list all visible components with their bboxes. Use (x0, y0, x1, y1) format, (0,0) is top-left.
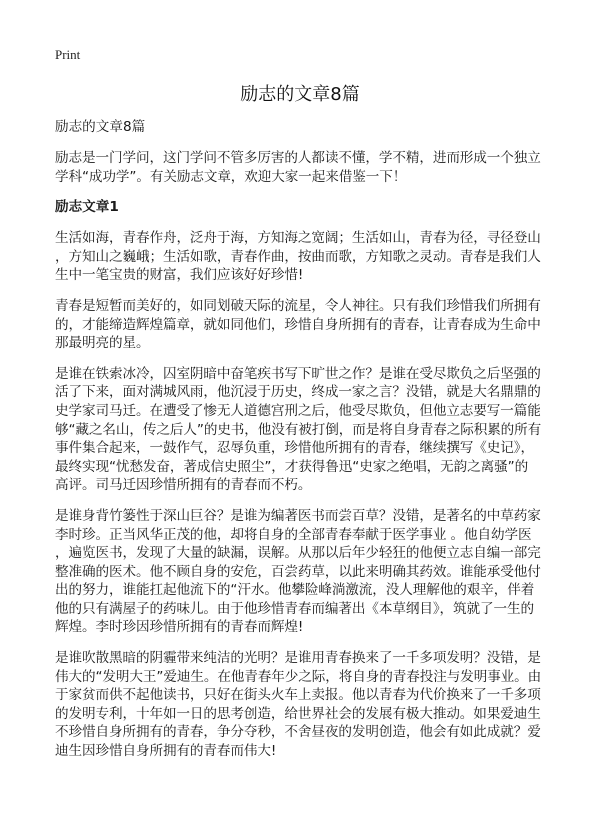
document-body (55, 118, 575, 773)
text-line: ，方知山之巍峨；生活如歌，青春作曲，按曲而歌，方知歌之灵动。青春是我们人 (55, 248, 541, 265)
text-line: 伟大的“发明大王”爱迪生。在他青春年少之际，将自身的青春投注与发明事业。由 (55, 668, 542, 685)
text-line: 事件集合起来，一鼓作气，忍辱负重，珍惜他所拥有的青春，继续撰写《史记》， (55, 440, 534, 457)
text-line: 整准确的医术。他不顾自身的安危，百尝药草，以此来明确其药效。谁能承受他付 (55, 563, 541, 580)
text-line: 于家贫而供不起他读书，只好在街头火车上卖报。他以青春为代价换来了一千多项 (55, 687, 541, 704)
paragraph (55, 297, 575, 353)
text-line: 他的只有满屋子的药味儿。由于他珍惜青春而编著出《本草纲目》，筑就了一生的 (55, 600, 534, 617)
text-line: 最终实现“忧愁发奋，著成信史照尘”，才获得鲁迅“史家之绝唱，无韵之离骚”的 (55, 458, 529, 475)
text-line: 迪生因珍惜自身所拥有的青春而伟大! (55, 743, 277, 760)
text-line: 是谁身背竹篓性于深山巨谷？是谁为编著医书而尝百草？没错，是著名的中草药家 (55, 507, 541, 524)
paragraph (55, 649, 575, 761)
text-line: 是谁吹散黑暗的阴霾带来纯洁的光明？是谁用青春换来了一千多项发明？没错，是 (55, 650, 541, 667)
text-line: 生活如海，青春作舟，泛舟于海，方知海之宽阔；生活如山，青春为径，寻径登山 (55, 230, 541, 247)
paragraph (55, 229, 575, 285)
text-line: 高评。司马迁因珍惜所拥有的青春而不朽。 (55, 477, 312, 494)
text-line: 辉煌。李时珍因珍惜所拥有的青春而辉煌! (55, 619, 304, 636)
print-link[interactable]: Print (55, 47, 81, 62)
text-line: 活了下来，面对满城风雨，他沉浸于历史，终成一家之言？没错，就是大名鼎鼎的 (55, 384, 541, 401)
document-subtitle: 励志的文章8篇 (55, 119, 146, 135)
text-line: 不珍惜自身所拥有的青春，争分夺秒，不舍昼夜的发明创造，他会有如此成就？爱 (55, 724, 541, 741)
text-line: 李时珍。正当风华正茂的他，却将自身的全部青春奉献于医学事业 。他自幼学医 (55, 526, 532, 543)
page-title: 励志的文章8篇 (240, 84, 360, 105)
text-line: 励志是一门学问，这门学问不管多厉害的人都读不懂，学不精，进而形成一个独立 (55, 150, 541, 166)
text-line: 够“藏之名山，传之后人”的史书，他没有被打倒，而是将自身青春之际积累的所有 (55, 421, 542, 438)
text-line: 生中一笔宝贵的财富，我们应该好好珍惜! (55, 267, 304, 284)
intro-paragraph (55, 149, 575, 186)
text-line: 是谁在铁索冰冷，囚室阴暗中奋笔疾书写下旷世之作？是谁在受尽欺负之后坚强的 (55, 365, 541, 382)
paragraph (55, 507, 575, 637)
text-line: 出的努力，谁能扛起他流下的“汗水。他攀险峰淌激流，没人理解他的艰辛，伴着 (55, 582, 535, 599)
text-line: 那最明亮的星。 (55, 335, 150, 352)
text-line: ，遍览医书，发现了大量的缺漏，误解。从那以后年少轻狂的他便立志自编一部完 (55, 545, 541, 562)
text-line: 的发明专利，十年如一日的思考创造，给世界社会的发展有极大推动。如果爱迪生 (55, 705, 541, 722)
text-line: 的，才能缔造辉煌篇章，就如同他们，珍惜自身所拥有的青春，让青春成为生命中 (55, 316, 541, 333)
text-line: 史学家司马迁。在遭受了惨无人道德宫刑之后，他受尽欺负，但他立志要写一篇能 (55, 402, 541, 419)
section-heading: 励志文章1 (55, 199, 119, 216)
paragraph (55, 365, 575, 495)
text-line: 学科“成功学”。有关励志文章，欢迎大家一起来借鉴一下！ (55, 168, 407, 185)
text-line: 青春是短暂而美好的，如同划破天际的流星，令人神往。只有我们珍惜我们所拥有 (55, 297, 541, 314)
